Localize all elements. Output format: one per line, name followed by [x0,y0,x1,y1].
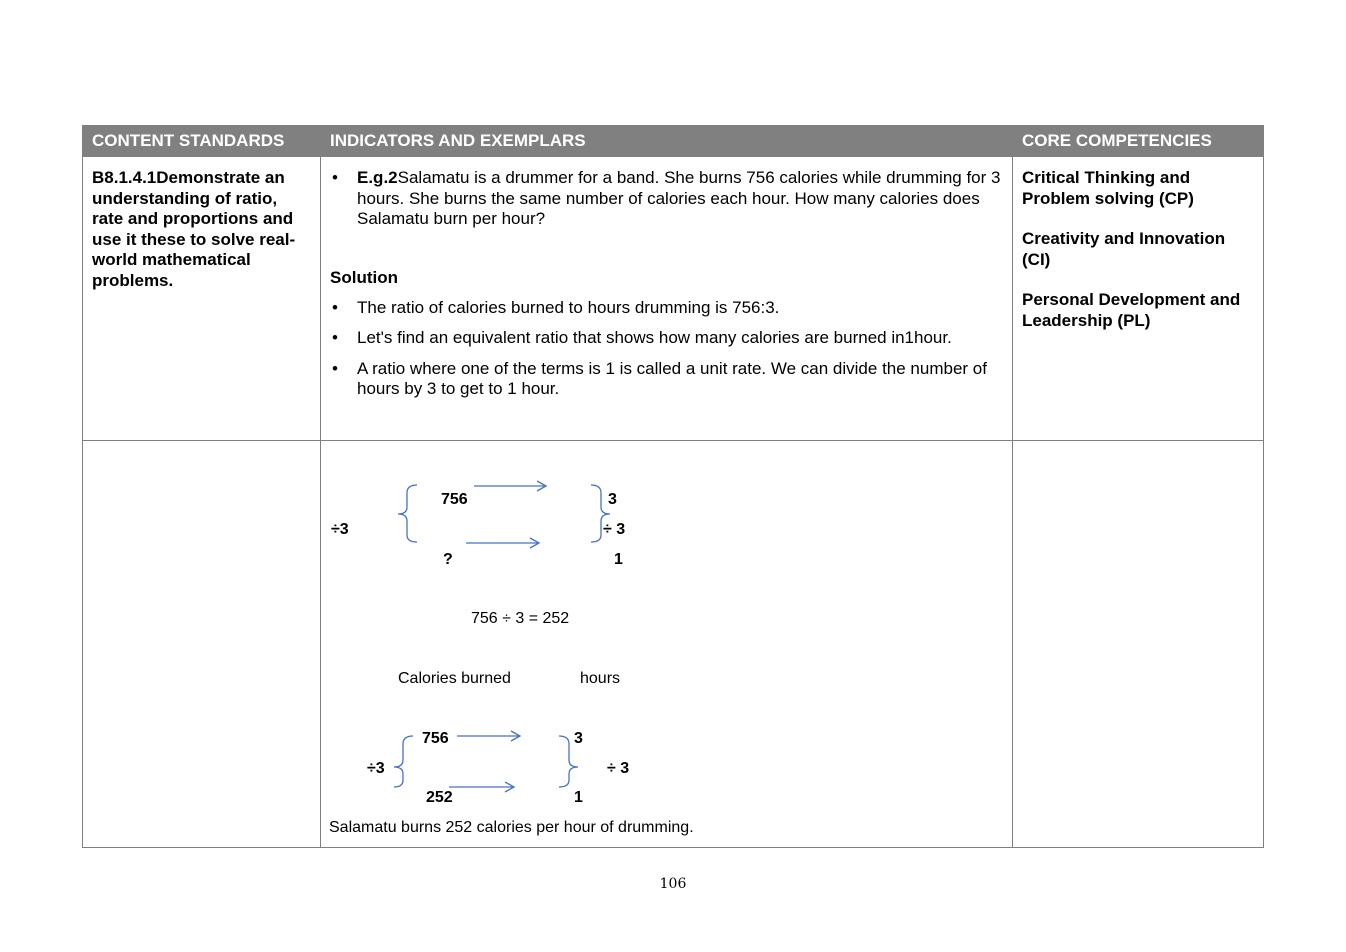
solution-bullet-text: The ratio of calories burned to hours drumming is 756:3. [357,297,780,317]
table-row [83,157,1264,441]
empty-standard-cell [83,441,321,848]
ratio-bottom-right: 1 [574,789,583,806]
example-item [330,168,1003,230]
competency-ci: Creativity and Innovation (CI) [1022,229,1226,269]
solution-title: Solution [330,267,398,287]
example-label: E.g.2 [357,168,398,187]
bullet-icon: • [332,328,338,347]
content-standard-cell [83,157,321,441]
content-standard-text: B8.1.4.1Demonstrate an understanding of ratio, rate and proportions and use it these to solve real-world mathematical problems. [92,168,296,290]
indicators-cell [321,157,1013,441]
ratio-bottom-right: 1 [614,551,623,568]
empty-competency-cell [1013,441,1264,848]
ratio-bottom-left: ? [443,551,453,568]
division-equation: 756 ÷ 3 = 252 [471,610,570,627]
ratio-bottom-left: 252 [426,789,453,806]
solution-bullet-text: A ratio where one of the terms is 1 is called a unit rate. We can divide the number of hours by 3 to get to 1 hour. [357,358,987,398]
ratio-top-left: 756 [441,491,468,508]
competency-pl: Personal Development and Leadership (PL) [1022,290,1241,330]
diagram-cell [321,441,1013,848]
divide-label-right: ÷ 3 [603,521,626,538]
divide-label-right: ÷ 3 [607,760,630,777]
header-content-standards: CONTENT STANDARDS [83,126,321,157]
table-row [83,441,1264,848]
bullet-icon: • [332,168,338,187]
page-number: 106 [659,876,687,892]
divide-label-left: ÷3 [331,521,349,538]
solution-bullet [330,298,1003,319]
table-header-row [83,126,1264,157]
label-hours: hours [580,670,621,687]
ratio-top-right: 3 [608,491,617,508]
divide-label-left: ÷3 [367,760,385,777]
solution-bullet [330,328,1003,349]
bullet-icon: • [332,297,338,317]
example-text: Salamatu is a drummer for a band. She burns 756 calories while drumming for 3 hours. She burns the same number of calories each hour. How many calories does Salamatu burn per hour? [357,168,1001,228]
curriculum-table [82,125,1264,848]
solution-bullet [330,359,1003,400]
ratio-diagrams [321,441,1011,847]
left-brace-icon [398,485,417,542]
header-core-competencies: CORE COMPETENCIES [1013,126,1264,157]
competencies-cell [1013,157,1264,441]
ratio-top-left: 756 [422,730,449,747]
solution-bullet-text: Let's find an equivalent ratio that shows how many calories are burned in1hour. [357,328,952,347]
left-brace-icon [394,736,413,787]
conclusion-text: Salamatu burns 252 calories per hour of drumming. [329,819,694,836]
label-calories-burned: Calories burned [398,670,511,687]
header-indicators-exemplars: INDICATORS AND EXEMPLARS [321,126,1013,157]
ratio-arrows-and-braces [321,441,1011,847]
competency-cp: Critical Thinking and Problem solving (CP) [1022,168,1194,208]
bullet-icon: • [332,358,338,378]
ratio-top-right: 3 [574,730,583,747]
